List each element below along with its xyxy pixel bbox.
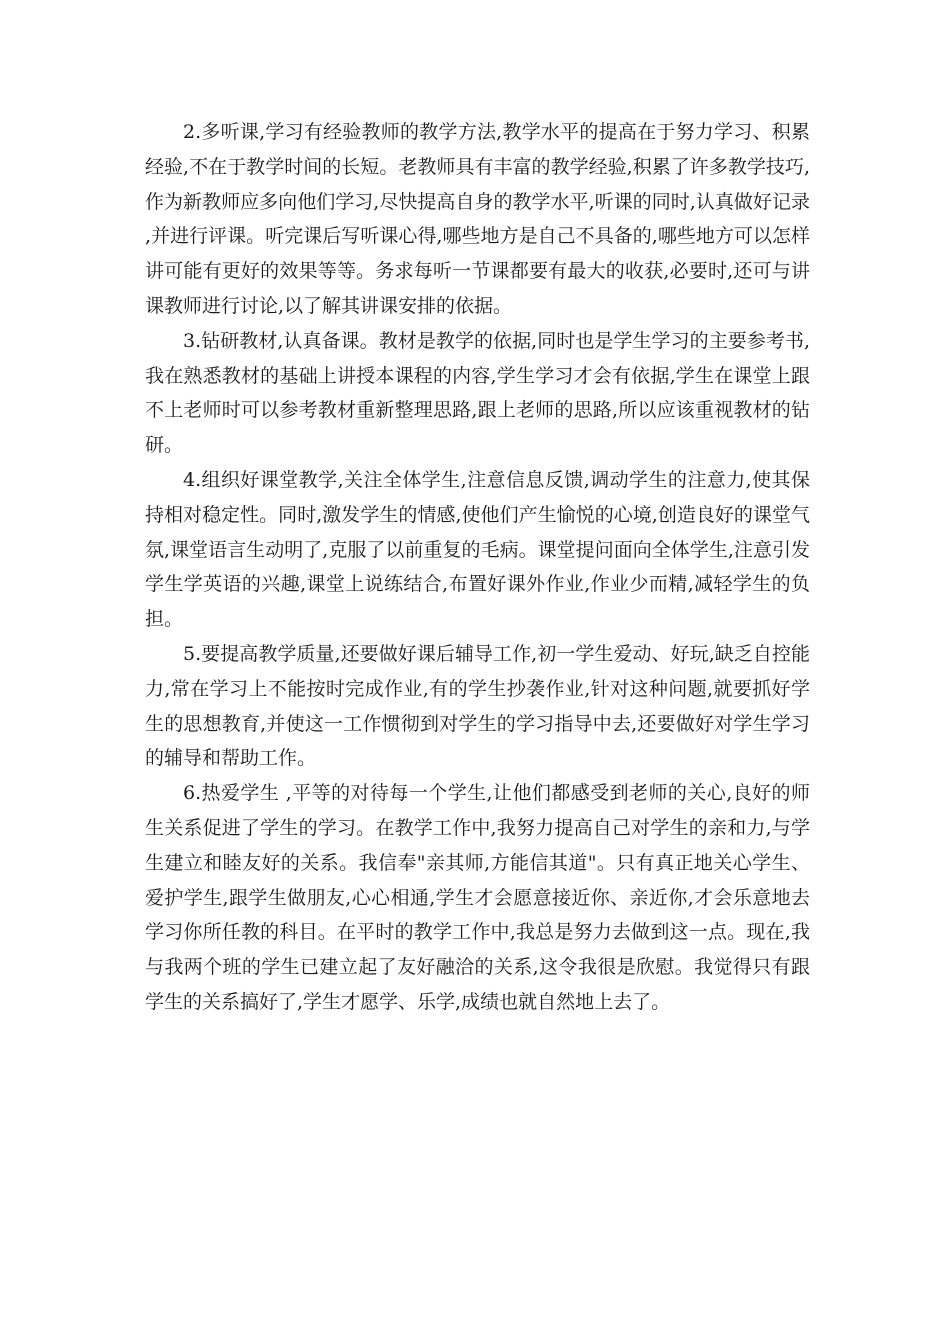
paragraph-tutoring: 5.要提高教学质量,还要做好课后辅导工作,初一学生爱动、好玩,缺乏自控能力,常在学习上不能按时完成作业,有的学生抄袭作业,针对这种问题,就要抓好学生的思想教育,并使这一工作惯彻到对学生的学习指导中去,还要做好对学生学习的辅导和帮助工作。 <box>145 642 810 770</box>
paragraph-classroom: 4.组织好课堂教学,关注全体学生,注意信息反馈,调动学生的注意力,使其保持相对稳定性。同时,激发学生的情感,使他们产生愉悦的心境,创造良好的课堂气氛,课堂语言生动明了,克服了以前重复的毛病。课堂提问面向全体学生,注意引发学生学英语的兴趣,课堂上说练结合,布置好课外作业,作业少而精,减轻学生的负担。 <box>145 468 810 631</box>
paragraph-listening: 2.多听课,学习有经验教师的教学方法,教学水平的提高在于努力学习、积累经验,不在于教学时间的长短。老教师具有丰富的教学经验,积累了许多教学技巧,作为新教师应多向他们学习,尽快提高自身的教学水平,听课的同时,认真做好记录,并进行评课。听完课后写听课心得,哪些地方是自己不具备的,哪些地方可以怎样讲可能有更好的效果等等。务求每听一节课都要有最大的收获,必要时,还可与讲课教师进行讨论,以了解其讲课安排的依据。 <box>145 121 810 317</box>
document-page <box>145 115 810 1020</box>
paragraph-textbook: 3.钻研教材,认真备课。教材是教学的依据,同时也是学生学习的主要参考书,我在熟悉教材的基础上讲授本课程的内容,学生学习才会有依据,学生在课堂上跟不上老师时可以参考教材重新整理思路,跟上老师的思路,所以应该重视教材的钻研。 <box>145 329 810 457</box>
paragraph-caring: 6.热爱学生 ,平等的对待每一个学生,让他们都感受到老师的关心,良好的师生关系促进了学生的学习。在教学工作中,我努力提高自己对学生的亲和力,与学生建立和睦友好的关系。我信奉"亲其师,方能信其道"。只有真正地关心学生、爱护学生,跟学生做朋友,心心相通,学生才会愿意接近你、亲近你,才会乐意地去学习你所任教的科目。在平时的教学工作中,我总是努力去做到这一点。现在,我与我两个班的学生已建立起了友好融洽的关系,这令我很是欣慰。我觉得只有跟学生的关系搞好了,学生才愿学、乐学,成绩也就自然地上去了。 <box>145 782 810 1013</box>
